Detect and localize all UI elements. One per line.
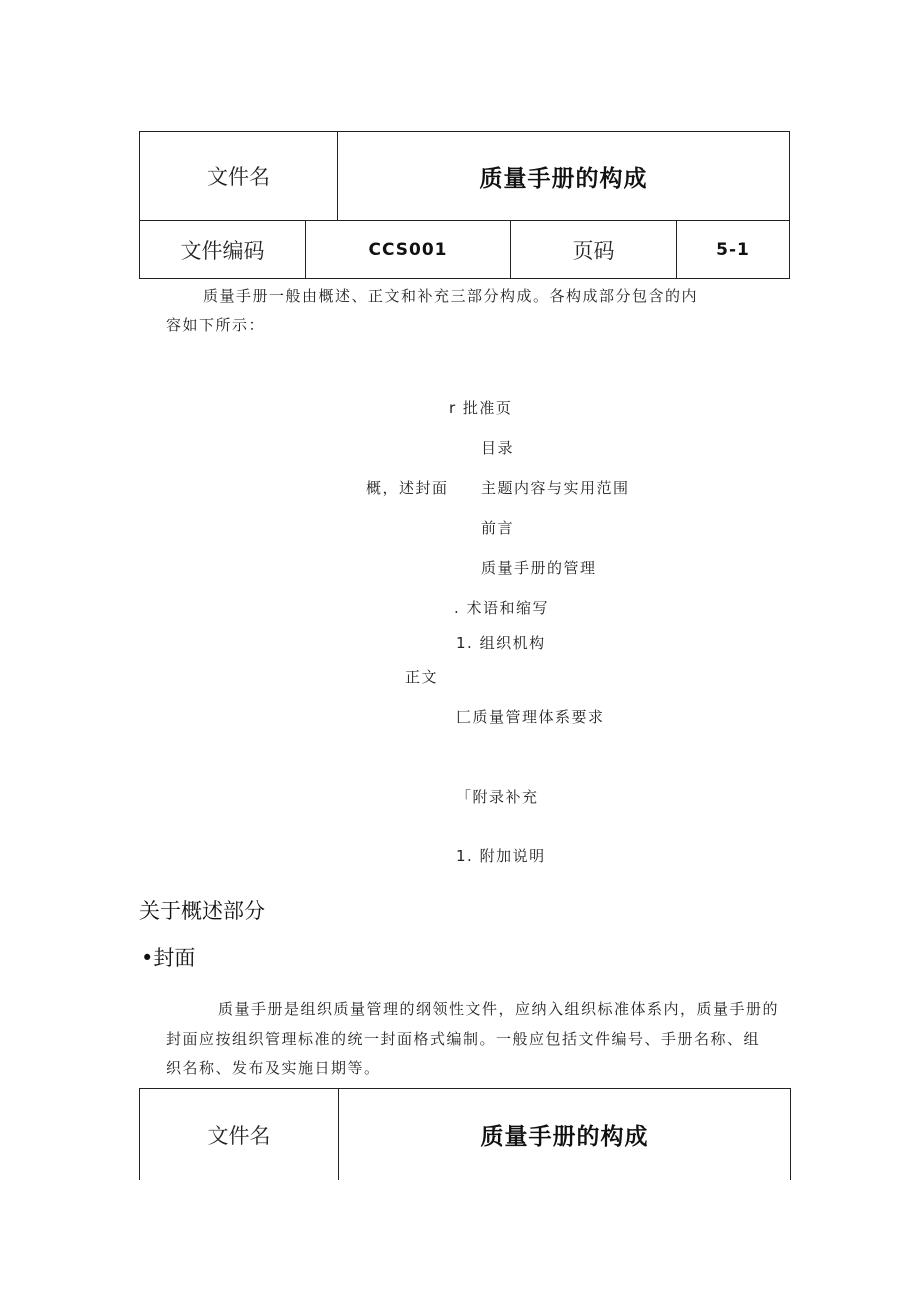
section-heading: 关于概述部分 [139,899,265,923]
tree-supplement-item-2: 1. 附加说明 [456,847,546,865]
document-header-table [139,131,790,279]
tree-main-item-1: . 术语和缩写 [454,599,550,617]
tree-overview-item-2: 目录 [481,439,515,457]
tree-overview-item-4: 前言 [481,519,515,537]
cover-para-line-2: 封面应按组织管理标准的统一封面格式编制。一般应包括文件编号、手册名称、组 [166,1030,761,1048]
file-code-value: CCS001 [306,221,511,279]
document-title: 质量手册的构成 [338,132,790,221]
tree-overview-item-1: r 批准页 [449,399,513,417]
tree-overview-item-5: 质量手册的管理 [481,559,597,577]
tree-main-label: 正文 [405,668,439,686]
intro-line-2: 容如下所示： [166,316,266,334]
cover-document-title: 质量手册的构成 [480,1124,649,1150]
cover-example-table [139,1088,791,1180]
tree-overview-item-3: 主题内容与实用范围 [481,479,630,497]
tree-main-item-3: 匚质量管理体系要求 [456,708,605,726]
tree-main-item-2: 1. 组织机构 [456,634,546,652]
file-code-label: 文件编码 [140,221,306,279]
cover-para-line-3: 织名称、发布及实施日期等。 [166,1059,381,1077]
cover-para-line-1: 质量手册是组织质量管理的纲领性文件，应纳入组织标准体系内，质量手册的 [218,1000,780,1018]
tree-overview-label: 概，述封面 [366,479,449,497]
section-subheading: •封面 [141,946,196,970]
intro-line-1: 质量手册一般由概述、正文和补充三部分构成。各构成部分包含的内 [203,287,699,305]
tree-supplement-item-1: 「附录补充 [456,788,539,806]
page-label: 页码 [511,221,677,279]
page-number-value: 5-1 [677,221,790,279]
file-name-label: 文件名 [140,132,338,221]
cover-file-name-label: 文件名 [140,1089,339,1180]
